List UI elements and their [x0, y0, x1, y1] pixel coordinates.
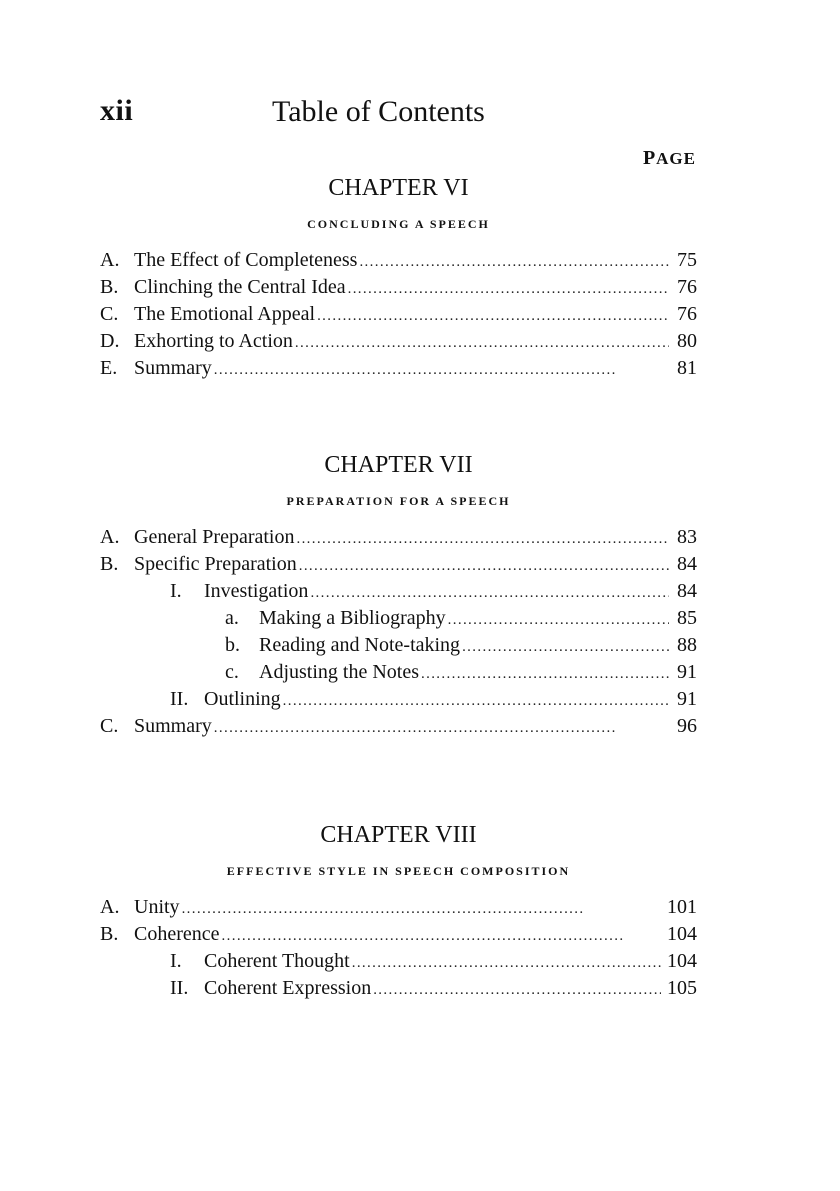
- toc-entry-page: 76: [677, 276, 697, 298]
- toc-entry: [100, 975, 697, 1002]
- toc-entry-page: 84: [677, 580, 697, 602]
- dot-leader: [214, 715, 669, 742]
- toc-entry-label: C.: [100, 715, 119, 737]
- toc-entry-page: 80: [677, 330, 697, 352]
- chapter-subtitle: EFFECTIVE STYLE IN SPEECH COMPOSITION: [226, 864, 571, 878]
- dot-leader: [283, 688, 669, 715]
- page-title: Table of Contents: [272, 95, 485, 128]
- toc-entry-title: Outlining: [204, 688, 281, 710]
- toc-entry-page: 84: [677, 553, 697, 575]
- page-column-label: [643, 147, 696, 170]
- chapter-section: [100, 820, 697, 1002]
- toc-entry-page: 83: [677, 526, 697, 548]
- toc-entry-title: Unity: [134, 896, 180, 918]
- toc-entry: [100, 578, 697, 605]
- toc-entry-page: 85: [677, 607, 697, 629]
- toc-entry-page: 104: [667, 923, 697, 945]
- toc-entry-label: C.: [100, 303, 119, 325]
- toc-entry-page: 101: [667, 896, 697, 918]
- dot-leader: [448, 607, 669, 634]
- toc-entry-label: B.: [100, 553, 119, 575]
- toc-entry-title: Exhorting to Action: [134, 330, 293, 352]
- toc-entry: [100, 948, 697, 975]
- toc-entry-label: E.: [100, 357, 118, 379]
- toc-entry-label: D.: [100, 330, 120, 352]
- toc-entry-label: a.: [225, 607, 239, 629]
- toc-entry-label: II.: [170, 977, 189, 999]
- toc-entry-page: 91: [677, 661, 697, 683]
- page-column-label-initial: P: [642, 147, 657, 169]
- toc-entry-label: B.: [100, 923, 119, 945]
- toc-entry-title: General Preparation: [134, 526, 295, 548]
- dot-leader: [299, 553, 669, 580]
- dot-leader: [317, 303, 669, 330]
- dot-leader: [310, 580, 669, 607]
- toc-entry: [100, 247, 697, 274]
- toc-entry: [100, 686, 697, 713]
- toc-entry-label: II.: [170, 688, 189, 710]
- dot-leader: [373, 977, 661, 1004]
- toc-entry: [100, 894, 697, 921]
- toc-entry-page: 76: [677, 303, 697, 325]
- toc-entry-title: Making a Bibliography: [259, 607, 446, 629]
- page-number: xii: [100, 94, 134, 127]
- chapter-section: [100, 173, 697, 382]
- page-column-label-text: [643, 149, 696, 168]
- toc-entry-title: Coherent Expression: [204, 977, 372, 999]
- toc-entry: [100, 659, 697, 686]
- toc-entry: [100, 713, 697, 740]
- toc-entry-title: Coherent Thought: [204, 950, 350, 972]
- dot-leader: [295, 330, 669, 357]
- chapter-subtitle: CONCLUDING A SPEECH: [307, 217, 490, 231]
- dot-leader: [222, 923, 661, 950]
- toc-entries: [100, 247, 697, 382]
- toc-entry: [100, 605, 697, 632]
- toc-entry-label: I.: [170, 950, 182, 972]
- dot-leader: [296, 526, 669, 553]
- toc-entry-title: The Emotional Appeal: [134, 303, 316, 325]
- toc-entry-title: Investigation: [204, 580, 309, 602]
- toc-entry-title: Summary: [134, 715, 212, 737]
- toc-entry-page: 75: [677, 249, 697, 271]
- toc-entry: [100, 355, 697, 382]
- dot-leader: [421, 661, 669, 688]
- toc-entry-label: c.: [225, 661, 239, 683]
- toc-entry-page: 96: [677, 715, 697, 737]
- toc-entry-label: A.: [100, 896, 120, 918]
- toc-entries: [100, 524, 697, 740]
- chapter-heading: CHAPTER VII: [324, 452, 473, 478]
- toc-entry: [100, 328, 697, 355]
- toc-entry-page: 104: [667, 950, 697, 972]
- dot-leader: [348, 276, 669, 303]
- toc-entry-title: The Effect of Completeness: [134, 249, 358, 271]
- toc-entry-label: I.: [170, 580, 182, 602]
- dot-leader: [182, 896, 661, 923]
- toc-entry: [100, 921, 697, 948]
- toc-entry-title: Coherence: [134, 923, 220, 945]
- toc-entry-title: Reading and Note-taking: [259, 634, 461, 656]
- toc-entry: [100, 274, 697, 301]
- chapter-subtitle: PREPARATION FOR A SPEECH: [286, 494, 511, 508]
- toc-entry: [100, 524, 697, 551]
- toc-entry-page: 81: [677, 357, 697, 379]
- chapter-heading: CHAPTER VIII: [320, 822, 477, 848]
- dot-leader: [214, 357, 669, 384]
- toc-entry-title: Specific Preparation: [134, 553, 297, 575]
- toc-entry-label: A.: [100, 526, 120, 548]
- toc-entry-label: A.: [100, 249, 120, 271]
- toc-entry-page: 88: [677, 634, 697, 656]
- chapter-section: [100, 450, 697, 740]
- toc-entry: [100, 632, 697, 659]
- page-column-label-rest: AGE: [656, 149, 696, 168]
- toc-entry: [100, 301, 697, 328]
- dot-leader: [359, 249, 669, 276]
- chapter-heading: CHAPTER VI: [328, 175, 469, 201]
- toc-entry-title: Clinching the Central Idea: [134, 276, 346, 298]
- dot-leader: [462, 634, 669, 661]
- toc-entries: [100, 894, 697, 1002]
- toc-entry-label: b.: [225, 634, 240, 656]
- toc-entry-title: Adjusting the Notes: [259, 661, 419, 683]
- toc-entry-page: 91: [677, 688, 697, 710]
- dot-leader: [352, 950, 661, 977]
- toc-entry-title: Summary: [134, 357, 212, 379]
- toc-entry-label: B.: [100, 276, 119, 298]
- toc-entry-page: 105: [667, 977, 697, 999]
- toc-entry: [100, 551, 697, 578]
